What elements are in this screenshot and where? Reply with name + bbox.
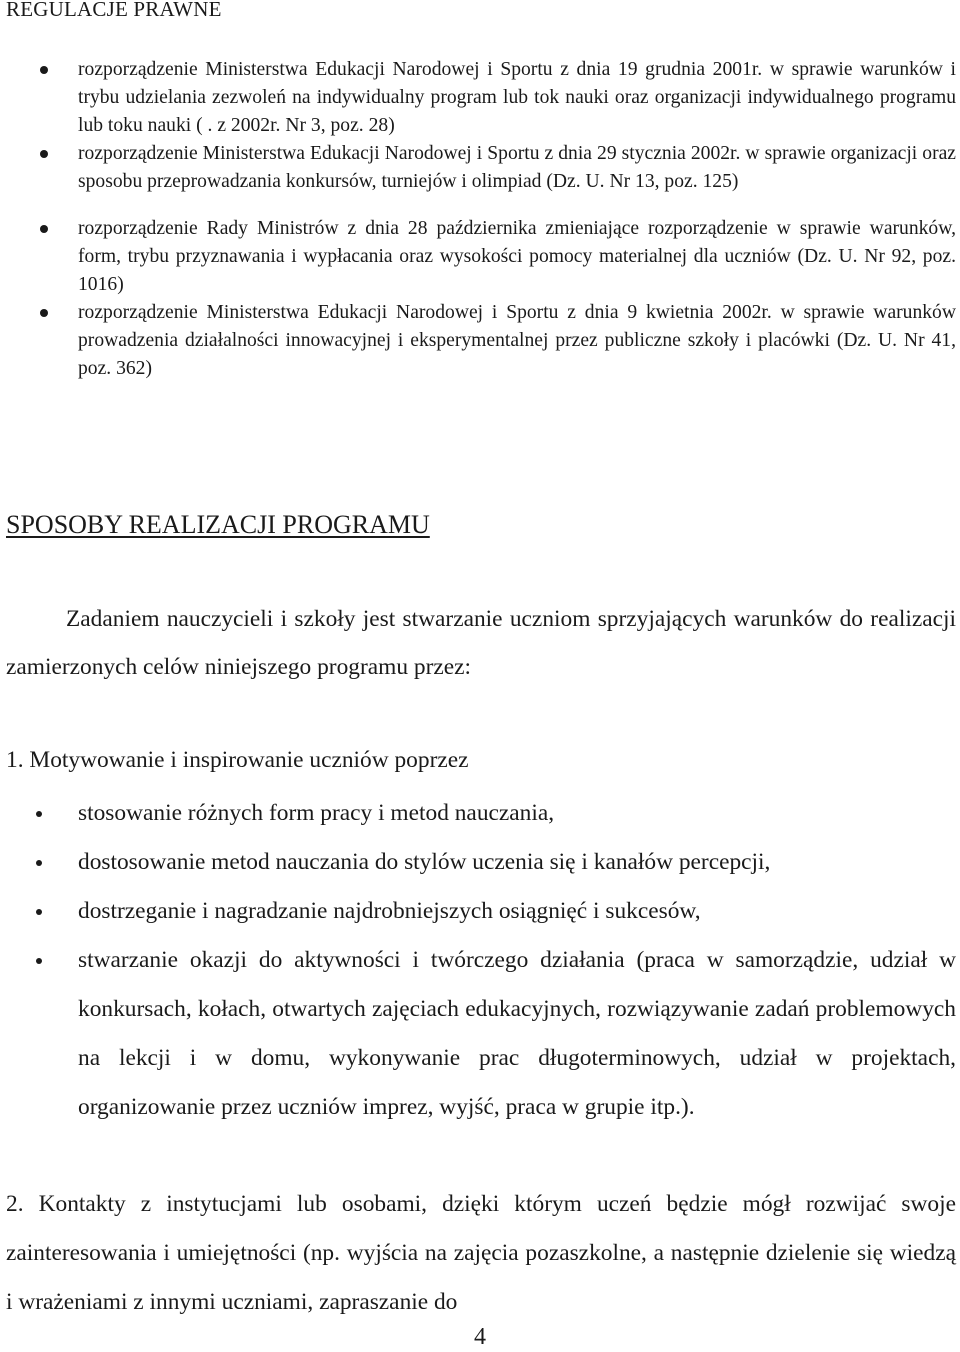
intro-paragraph: Zadaniem nauczycieli i szkoły jest stwarzanie uczniom sprzyjających warunków do realizacji zamierzonych celów niniejszego programu przez: [6,606,956,680]
list-item [0,887,960,936]
list-item [0,140,960,196]
bullet-icon [40,225,48,233]
bullet-icon [36,811,42,817]
method-text: dostrzeganie i nagradzanie najdrobniejszych osiągnięć i sukcesów, [78,898,701,924]
bullet-icon [36,958,42,964]
list-item [0,838,960,887]
bullet-icon [36,860,42,866]
point-heading-text: . Motywowanie i inspirowanie uczniów poprzez [17,747,469,773]
point-one-heading [6,740,469,780]
page-number: 4 [474,1324,486,1350]
list-item [0,936,960,1132]
list-item [0,789,960,838]
list-item [0,215,960,299]
method-text: stosowanie różnych form pracy i metod nauczania, [78,800,555,826]
methods-list [0,789,960,1132]
list-item [0,56,960,140]
regulation-text: rozporządzenie Ministerstwa Edukacji Narodowej i Sportu z dnia 9 kwietnia 2002r. w sprawie warunków prowadzenia działalności innowacyjnej i eksperymentalnej przez publiczne szkoły i placówki (Dz. U. Nr 41, poz. 362) [78,302,956,379]
method-text: stwarzanie okazji do aktywności i twórczego działania (praca w samorządzie, udział w konkursach, kołach, otwartych zajęciach edukacyjnych, rozwiązywanie zadań problemowych na lekcji i w domu, wykonywanie prac długoterminowych, udział w projektach, organizowanie przez uczniów imprez, wyjść, praca w grupie itp.). [78,947,956,1120]
regulation-text: rozporządzenie Ministerstwa Edukacji Narodowej i Sportu z dnia 29 stycznia 2002r. w sprawie organizacji oraz sposobu przeprowadzania konkursów, turniejów i olimpiad (Dz. U. Nr 13, poz. 125) [78,143,956,192]
method-text: dostosowanie metod nauczania do stylów uczenia się i kanałów percepcji, [78,849,771,875]
point-two-paragraph [6,1180,956,1327]
bullet-icon [40,150,48,158]
regulations-heading: REGULACJE PRAWNE [6,0,222,21]
bullet-icon [40,309,48,317]
regulation-text: rozporządzenie Ministerstwa Edukacji Narodowej i Sportu z dnia 19 grudnia 2001r. w sprawie warunków i trybu udzielania zezwoleń na indywidualny program lub tok nauki oraz organizacji indywidualnego programu lub toku nauki ( . z 2002r. Nr 3, poz. 28) [78,59,956,136]
regulations-list [0,56,960,383]
regulation-text: rozporządzenie Rady Ministrów z dnia 28 października zmieniające rozporządzenie w sprawie warunków, form, trybu przyznawania i wypłacania oraz wysokości pomocy materialnej dla uczniów (Dz. U. Nr 92, poz. 1016) [78,218,956,295]
section-title: SPOSOBY REALIZACJI PROGRAMU [6,510,430,539]
list-item [0,299,960,383]
bullet-icon [36,909,42,915]
bullet-icon [40,66,48,74]
point-two-text: . Kontakty z instytucjami lub osobami, dzięki którym uczeń będzie mógł rozwijać swoje zainteresowania i umiejętności (np. wyjścia na zajęcia pozaszkolne, a następnie dzielenie się wiedzą i wrażeniami z innymi uczniami, zapraszanie do [6,1191,956,1315]
point-number: 1 [6,747,18,773]
point-number: 2 [6,1191,18,1217]
